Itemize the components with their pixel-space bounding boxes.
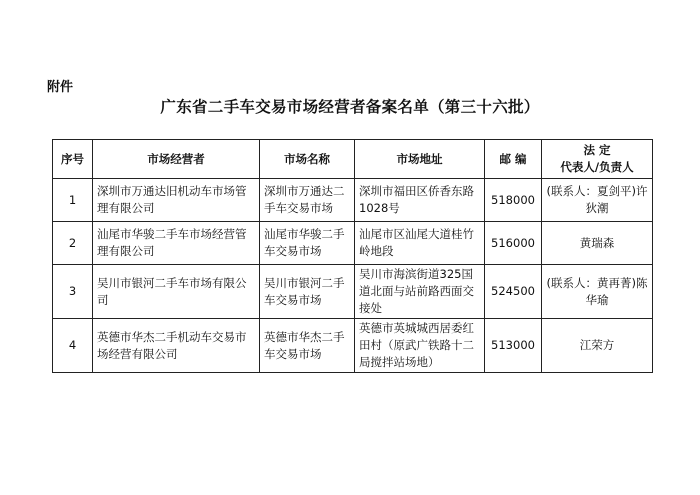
cell-index: 2 (53, 222, 93, 265)
table-header-row (53, 140, 653, 179)
header-postcode: 邮 编 (485, 140, 542, 179)
cell-postcode: 524500 (485, 265, 542, 319)
cell-representative: 黄瑞森 (542, 222, 653, 265)
registration-table (52, 139, 653, 373)
header-representative-line2: 代表人/负责人 (560, 160, 634, 174)
cell-representative: 江荣方 (542, 319, 653, 373)
cell-index: 1 (53, 179, 93, 222)
cell-market-name: 深圳市万通达二手车交易市场 (260, 179, 355, 222)
table-row (53, 265, 653, 319)
cell-address: 英德市英城城西居委红田村（原武广铁路十二局搅拌站场地） (355, 319, 485, 373)
document-title: 广东省二手车交易市场经营者备案名单（第三十六批） (160, 98, 540, 116)
cell-operator: 吴川市银河二手车市场有限公司 (93, 265, 260, 319)
header-representative (542, 140, 653, 179)
cell-operator: 汕尾市华骏二手车市场经营管理有限公司 (93, 222, 260, 265)
header-index: 序号 (53, 140, 93, 179)
cell-address: 吴川市海滨街道325国道北面与站前路西面交接处 (355, 265, 485, 319)
cell-index: 4 (53, 319, 93, 373)
cell-postcode: 513000 (485, 319, 542, 373)
table-row (53, 179, 653, 222)
cell-market-name: 吴川市银河二手车交易市场 (260, 265, 355, 319)
header-operator: 市场经营者 (93, 140, 260, 179)
cell-market-name: 汕尾市华骏二手车交易市场 (260, 222, 355, 265)
cell-address: 深圳市福田区侨香东路1028号 (355, 179, 485, 222)
cell-representative: (联系人：夏剑平)许狄潮 (542, 179, 653, 222)
cell-postcode: 516000 (485, 222, 542, 265)
cell-operator: 英德市华杰二手机动车交易市场经营有限公司 (93, 319, 260, 373)
cell-market-name: 英德市华杰二手车交易市场 (260, 319, 355, 373)
header-market-name: 市场名称 (260, 140, 355, 179)
cell-postcode: 518000 (485, 179, 542, 222)
cell-representative: (联系人：黄再菁)陈华瑜 (542, 265, 653, 319)
table-row (53, 222, 653, 265)
attachment-label: 附件 (47, 80, 74, 95)
header-address: 市场地址 (355, 140, 485, 179)
cell-address: 汕尾市区汕尾大道桂竹岭地段 (355, 222, 485, 265)
table-row (53, 319, 653, 373)
cell-index: 3 (53, 265, 93, 319)
cell-operator: 深圳市万通达旧机动车市场管理有限公司 (93, 179, 260, 222)
header-representative-line1: 法 定 (583, 143, 611, 157)
